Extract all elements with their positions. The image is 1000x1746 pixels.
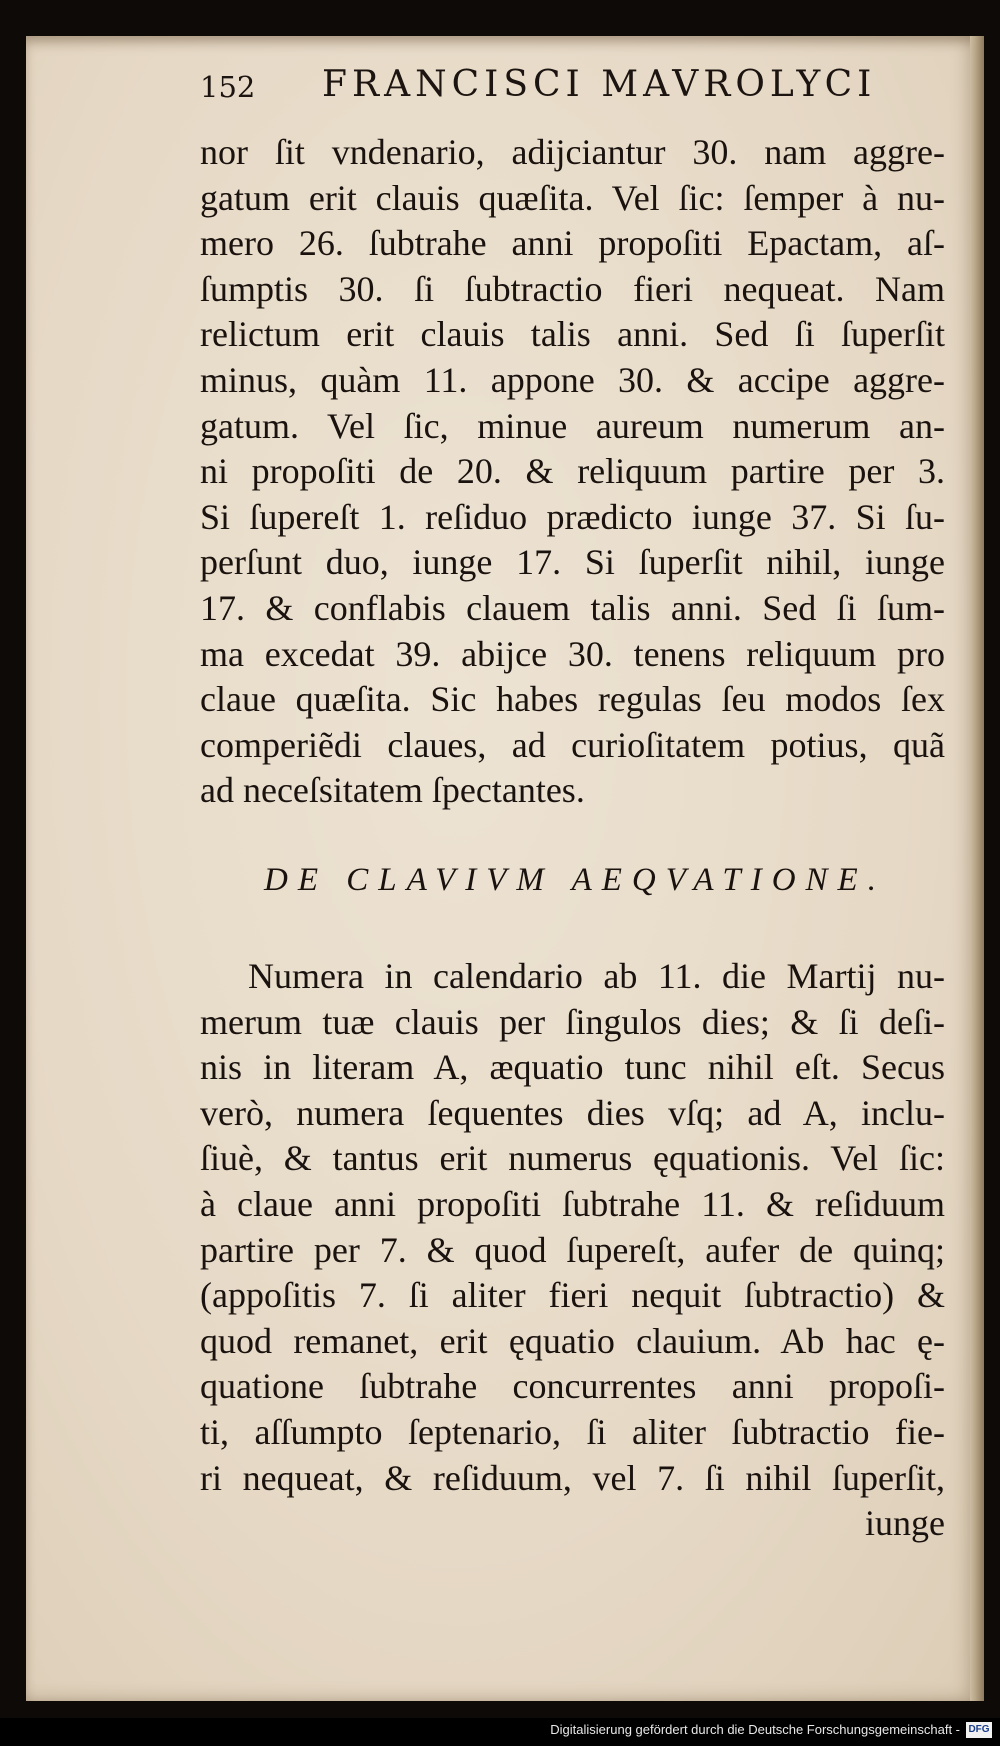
catchword: iunge bbox=[865, 1503, 945, 1544]
text-line: nis in literam A, æquatio tunc nihil eſt. Secus bbox=[200, 1047, 945, 1088]
text-line: ma excedat 39. abijce 30. tenens reliquum pro bbox=[200, 633, 945, 674]
section-heading: DE CLAVIVM AEQVATIONE. bbox=[264, 862, 886, 898]
text-line: claue quæſita. Sic habes regulas ſeu modos ſex bbox=[200, 679, 945, 720]
text-line: à claue anni propoſiti ſubtrahe 11. & reſiduum bbox=[200, 1183, 945, 1224]
text-line: partire per 7. & quod ſupereſt, aufer de quinq; bbox=[200, 1229, 945, 1270]
page-header bbox=[200, 64, 960, 118]
text-line: relictum erit clauis talis anni. Sed ſi ſuperſit bbox=[200, 314, 945, 355]
footer-bar bbox=[0, 1718, 1000, 1746]
text-line: gatum erit clauis quæſita. Vel ſic: ſemper à nu- bbox=[200, 177, 945, 218]
text-line: ti, aſſumpto ſeptenario, ſi aliter ſubtractio fie- bbox=[200, 1411, 945, 1452]
text-line: ſiuè, & tantus erit numerus ęquationis. Vel ſic: bbox=[200, 1138, 945, 1179]
text-line: perſunt duo, iunge 17. Si ſuperſit nihil, iunge bbox=[200, 542, 945, 583]
running-head: FRANCISCI MAVROLYCI bbox=[322, 64, 877, 105]
text-line: verò, numera ſequentes dies vſq; ad A, inclu- bbox=[200, 1092, 945, 1133]
text-line: comperiẽdi claues, ad curioſitatem potius, quã bbox=[200, 724, 945, 765]
text-line: gatum. Vel ſic, minue aureum numerum an- bbox=[200, 405, 945, 446]
text-line: quod remanet, erit ęquatio clauium. Ab hac ę- bbox=[200, 1320, 945, 1361]
text-line: merum tuæ clauis per ſingulos dies; & ſi deſi- bbox=[200, 1001, 945, 1042]
text-line: ad neceſsitatem ſpectantes. bbox=[200, 770, 585, 811]
text-line: Si ſupereſt 1. reſiduo prædicto iunge 37. Si ſu- bbox=[200, 496, 945, 537]
text-line: Numera in calendario ab 11. die Martij nu- bbox=[248, 956, 945, 996]
text-line: quatione ſubtrahe concurrentes anni propoſi- bbox=[200, 1366, 945, 1407]
dfg-logo-icon: DFG bbox=[966, 1722, 992, 1738]
page-edge bbox=[970, 36, 984, 1701]
page-number: 152 bbox=[200, 70, 256, 104]
text-line: ni propoſiti de 20. & reliquum partire per 3. bbox=[200, 451, 945, 492]
text-line: nor ſit vndenario, adijciantur 30. nam aggre- bbox=[200, 132, 945, 172]
text-line: mero 26. ſubtrahe anni propoſiti Epactam, aſ- bbox=[200, 223, 945, 264]
text-line: (appoſitis 7. ſi aliter fieri nequit ſubtractio) & bbox=[200, 1275, 945, 1316]
paragraph-1 bbox=[200, 130, 945, 814]
footer-credit: Digitalisierung gefördert durch die Deutsche Forschungsgemeinschaft - bbox=[550, 1722, 960, 1737]
paragraph-2 bbox=[200, 954, 945, 1547]
text-line: ſumptis 30. ſi ſubtractio fieri nequeat. Nam bbox=[200, 268, 945, 309]
book-page bbox=[26, 36, 984, 1701]
text-line: minus, quàm 11. appone 30. & accipe aggre- bbox=[200, 359, 945, 400]
text-line: 17. & conflabis clauem talis anni. Sed ſi ſum- bbox=[200, 587, 945, 628]
text-line: ri nequeat, & reſiduum, vel 7. ſi nihil ſuperſit, bbox=[200, 1457, 945, 1498]
